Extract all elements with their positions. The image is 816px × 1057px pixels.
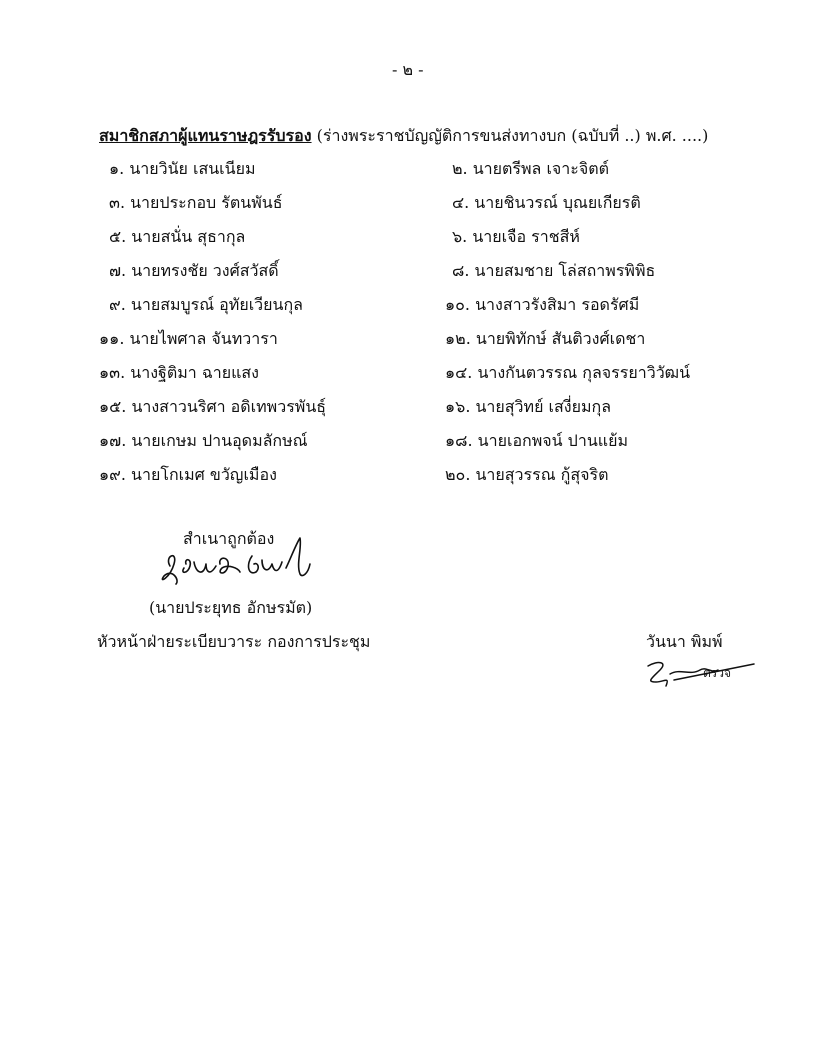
member-item: ๓. นายประกอบ รัตนพันธ์ bbox=[109, 193, 283, 212]
member-item: ๑๘. นายเอกพจน์ ปานแย้ม bbox=[445, 431, 628, 450]
member-item: ๑๖. นายสุวิทย์ เสงี่ยมกุล bbox=[445, 397, 611, 416]
member-item: ๑๓. นางฐิติมา ฉายแสง bbox=[99, 363, 259, 382]
member-item: ๑๒. นายพิทักษ์ สันติวงศ์เดชา bbox=[445, 329, 646, 348]
member-item: ๑๔. นางกันตวรรณ กุลจรรยาวิวัฒน์ bbox=[445, 363, 691, 382]
signer-title: หัวหน้าฝ่ายระเบียบวาระ กองการประชุม bbox=[97, 632, 371, 651]
member-item: ๑๑. นายไพศาล จันทวารา bbox=[99, 329, 278, 348]
signature-image bbox=[150, 534, 315, 594]
member-item: ๑๗. นายเกษม ปานอุดมลักษณ์ bbox=[99, 431, 308, 450]
member-item: ๘. นายสมชาย โล่สถาพรพิพิธ bbox=[452, 261, 656, 280]
member-item: ๗. นายทรงชัย วงศ์สวัสดิ์ bbox=[109, 261, 279, 280]
member-item: ๒๐. นายสุวรรณ กู้สุจริต bbox=[445, 465, 609, 484]
certification-label: สำเนาถูกต้อง bbox=[183, 529, 275, 548]
member-item: ๑๙. นายโกเมศ ขวัญเมือง bbox=[99, 465, 277, 484]
member-item: ๑. นายวินัย เสนเนียม bbox=[109, 159, 256, 178]
member-item: ๕. นายสนั่น สุธากุล bbox=[109, 227, 246, 246]
heading-subtitle: (ร่างพระราชบัญญัติการขนส่งทางบก (ฉบับที่ ..) พ.ศ. ....) bbox=[316, 126, 709, 145]
member-item: ๒. นายตรีพล เจาะจิตต์ bbox=[452, 159, 610, 178]
member-item: ๖. นายเจือ ราชสีห์ bbox=[452, 227, 580, 246]
typist-name: วันนา พิมพ์ bbox=[646, 632, 723, 651]
member-item: ๔. นายชินวรณ์ บุณยเกียรติ bbox=[452, 193, 641, 212]
member-item: ๑๕. นางสาวนริศา อดิเทพวรพันธุ์ bbox=[99, 397, 327, 416]
heading-title: สมาชิกสภาผู้แทนราษฎรรับรอง bbox=[99, 126, 312, 145]
signer-name: (นายประยุทธ อักษรมัต) bbox=[149, 598, 313, 617]
member-item: ๙. นายสมบูรณ์ อุทัยเวียนกุล bbox=[109, 295, 303, 314]
page-number: - ๒ - bbox=[392, 60, 424, 79]
checker-initials bbox=[644, 656, 759, 692]
checker-label: ตรวจ bbox=[703, 666, 732, 680]
member-item: ๑๐. นางสาวรังสิมา รอดรัศมี bbox=[445, 295, 640, 314]
heading bbox=[99, 124, 708, 149]
